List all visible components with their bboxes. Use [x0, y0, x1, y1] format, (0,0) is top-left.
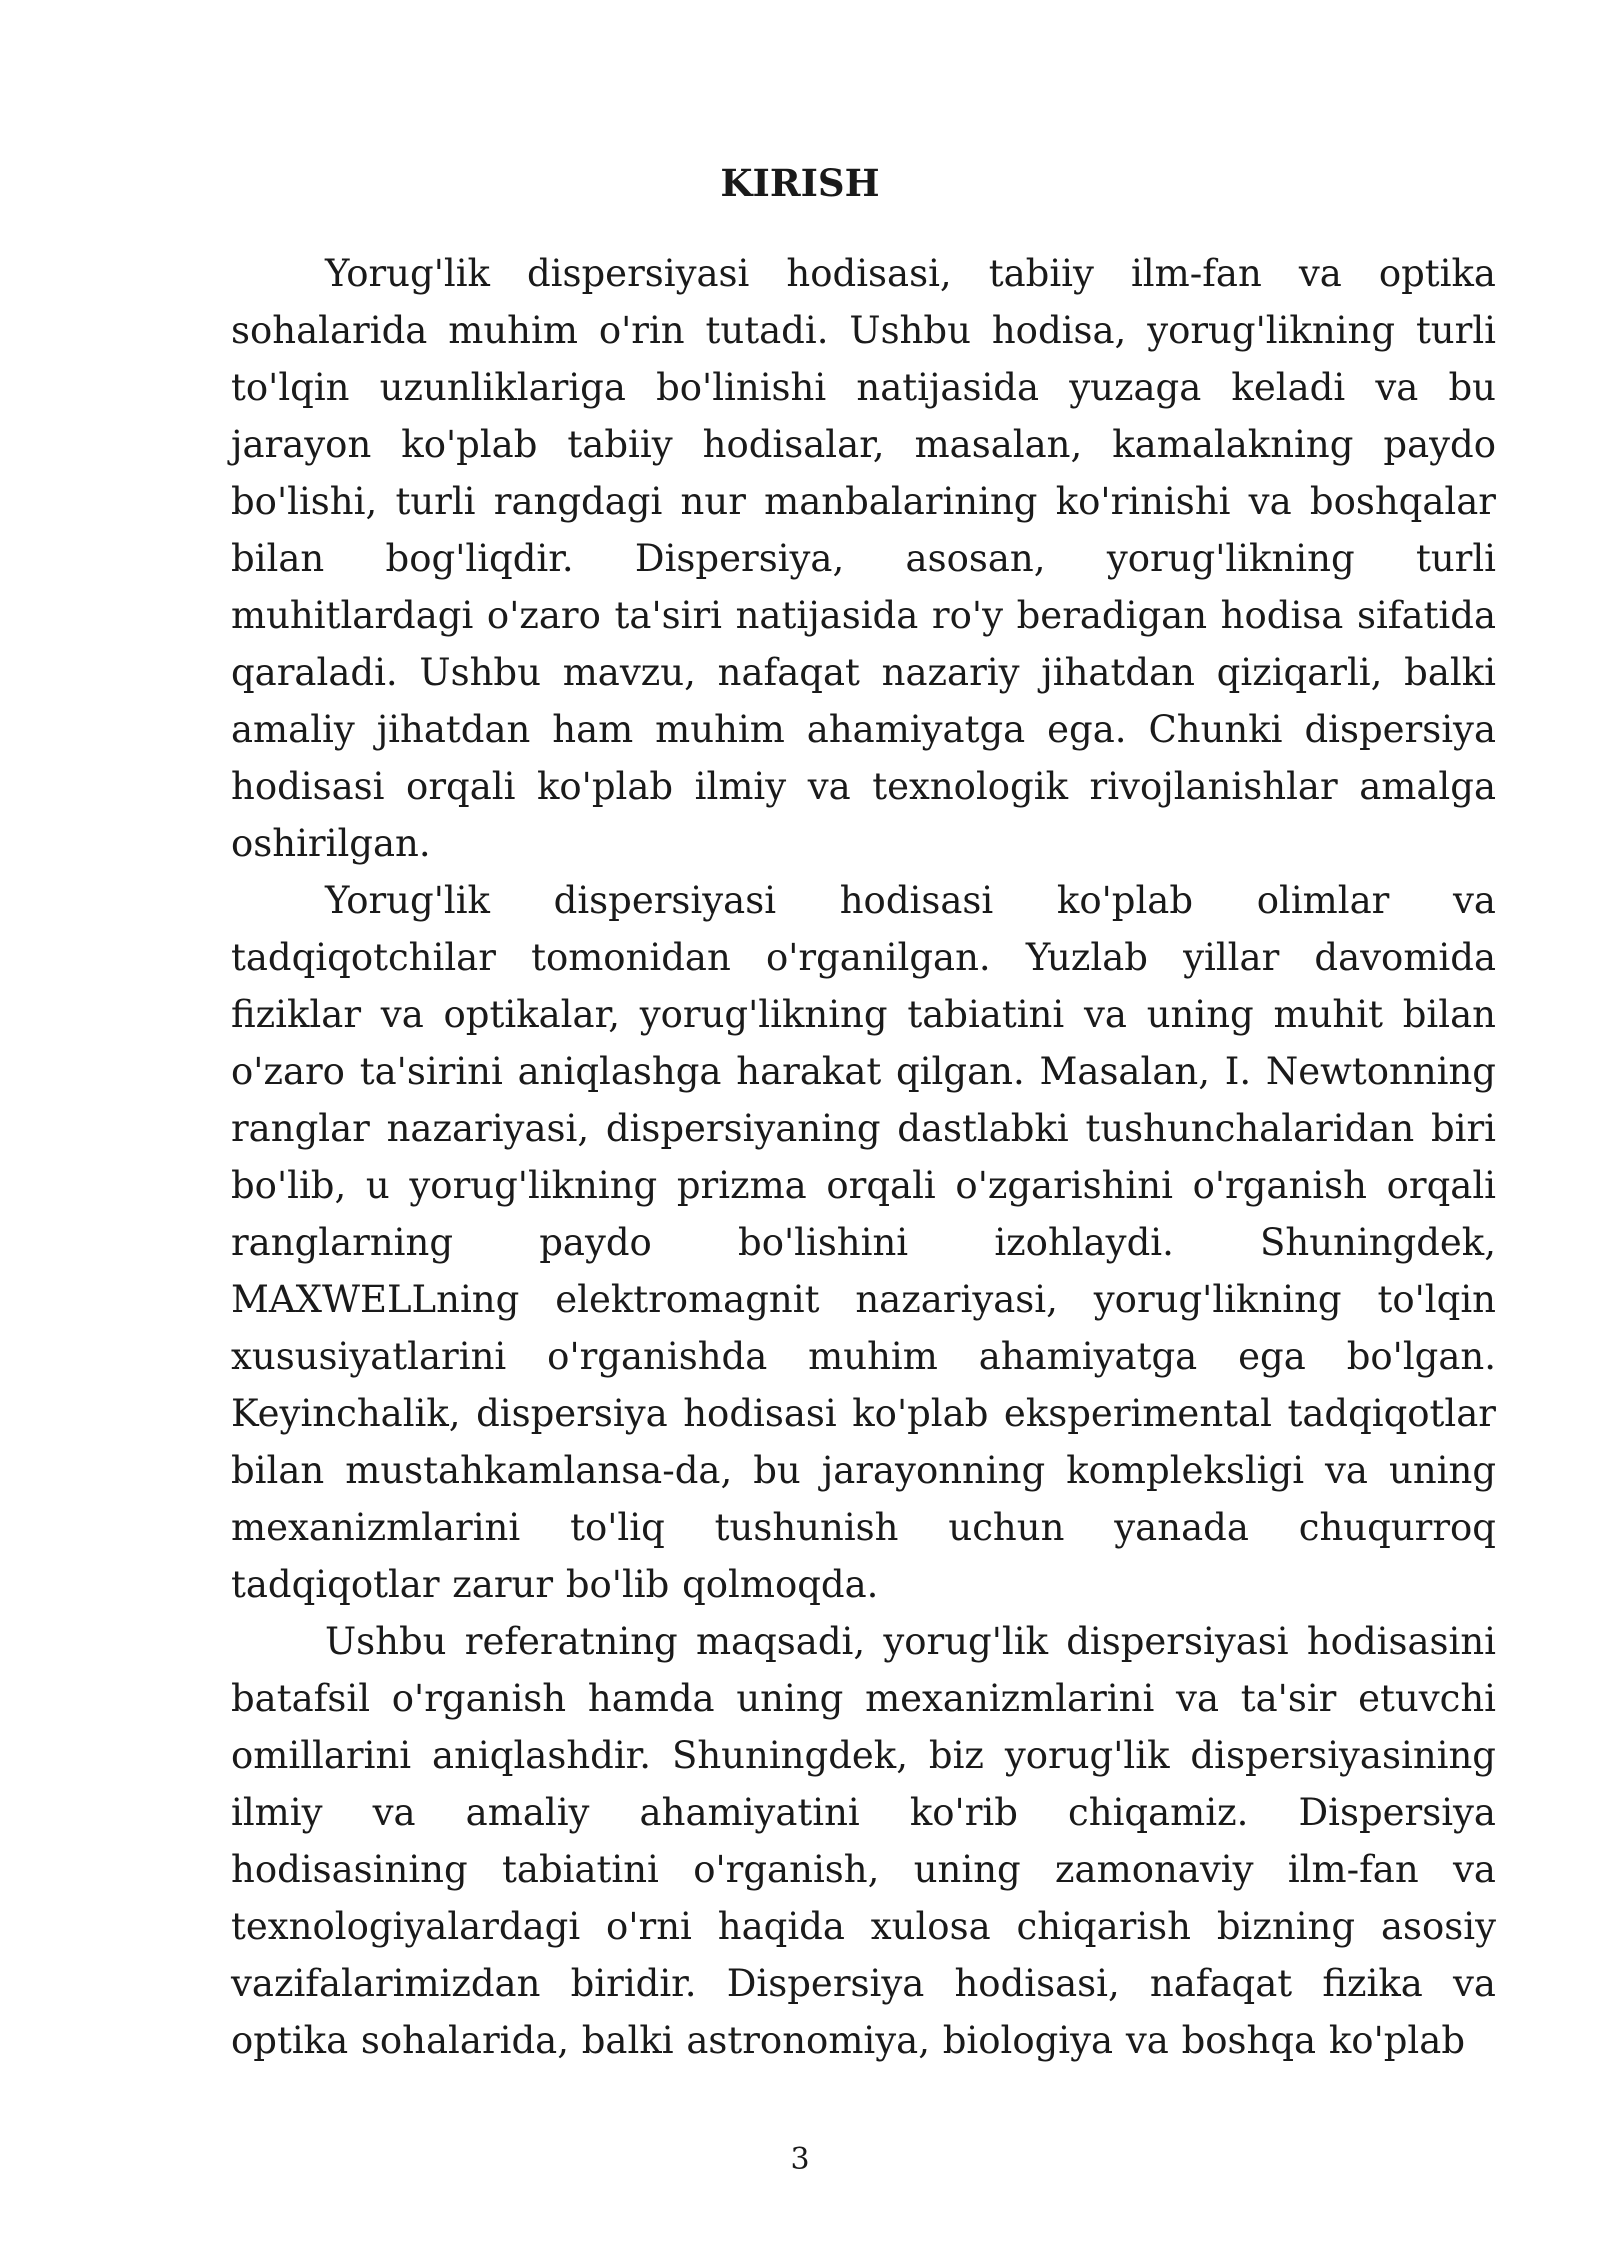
page-number: 3	[790, 2142, 810, 2177]
paragraph-2: Yorug'lik dispersiyasi hodisasi ko'plab olimlar va tadqiqotchilar tomonidan o'rganilgan. Yuzlab yillar davomida fiziklar va optikalar, yorug'likning tabiatini va uning muhit bilan o'zaro ta'sirini aniqlashga harakat qilgan. Masalan, I. Newtonning ranglar nazariyasi, dispersiyaning dastlabki tushunchalaridan biri bo'lib, u yorug'likning prizma orqali o'zgarishini o'rganish orqali ranglarning paydo bo'lishini izohlaydi. Shuningdek, MAXWELLning elektromagnit nazariyasi, yorug'likning to'lqin xususiyatlarini o'rganishda muhim ahamiyatga ega bo'lgan. Keyinchalik, dispersiya hodisasi ko'plab eksperimental tadqiqotlar bilan mustahkamlansa-da, bu jarayonning kompleksligi va uning mexanizmlarini to'liq tushunish uchun yanada chuqurroq tadqiqotlar zarur bo'lib qolmoqda.	[231, 879, 1496, 1606]
paragraph-3: Ushbu referatning maqsadi, yorug'lik dispersiyasi hodisasini batafsil o'rganish hamda uning mexanizmlarini va ta'sir etuvchi omillarini aniqlashdir. Shuningdek, biz yorug'lik dispersiyasining ilmiy va amaliy ahamiyatini ko'rib chiqamiz. Dispersiya hodisasining tabiatini o'rganish, uning zamonaviy ilm-fan va texnologiyalardagi o'rni haqida xulosa chiqarish bizning asosiy vazifalarimizdan biridir. Dispersiya hodisasi, nafaqat fizika va optika sohalarida, balki astronomiya, biologiya va boshqa ko'plab	[231, 1620, 1496, 2062]
paragraph-1: Yorug'lik dispersiyasi hodisasi, tabiiy ilm-fan va optika sohalarida muhim o'rin tutadi. Ushbu hodisa, yorug'likning turli to'lqin uzunliklariga bo'linishi natijasida yuzaga keladi va bu jarayon ko'plab tabiiy hodisalar, masalan, kamalakning paydo bo'lishi, turli rangdagi nur manbalarining ko'rinishi va boshqalar bilan bog'liqdir. Dispersiya, asosan, yorug'likning turli muhitlardagi o'zaro ta'siri natijasida ro'y beradigan hodisa sifatida qaraladi. Ushbu mavzu, nafaqat nazariy jihatdan qiziqarli, balki amaliy jihatdan ham muhim ahamiyatga ega. Chunki dispersiya hodisasi orqali ko'plab ilmiy va texnologik rivojlanishlar amalga oshirilgan.	[231, 252, 1496, 865]
page-title: KIRISH	[720, 161, 880, 205]
body-text	[231, 245, 1496, 2069]
